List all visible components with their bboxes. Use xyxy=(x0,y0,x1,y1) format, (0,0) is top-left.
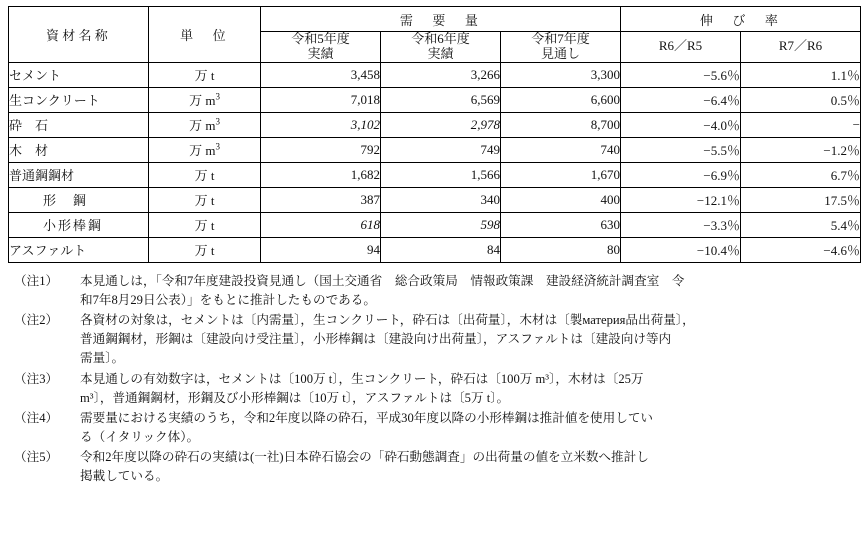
value-ratio-r6-r5: −12.1％ xyxy=(621,187,741,212)
header-growth-group: 伸 び 率 xyxy=(621,7,861,32)
value-r5-actual: 618 xyxy=(261,212,381,237)
note-line: 本見通しの有効数字は，セメントは〔100万 t〕，生コンクリート，砕石は〔100万 m³〕，木材は〔25万 xyxy=(80,371,644,386)
material-name-cell: 形 鋼 xyxy=(9,187,149,212)
value-ratio-r7-r6: 1.1％ xyxy=(741,62,861,87)
value-r6-actual: 2,978 xyxy=(381,112,501,137)
value-r6-actual: 340 xyxy=(381,187,501,212)
header-unit: 単 位 xyxy=(149,7,261,63)
value-r6-actual: 749 xyxy=(381,137,501,162)
table-row xyxy=(9,187,861,212)
unit-cell xyxy=(149,137,261,162)
table-row xyxy=(9,112,861,137)
value-ratio-r6-r5: −5.6％ xyxy=(621,62,741,87)
header-r5-actual-line2: 実績 xyxy=(307,45,334,61)
value-ratio-r7-r6: 6.7％ xyxy=(741,162,861,187)
note-label: （注2） xyxy=(14,313,59,328)
note-item xyxy=(14,409,856,447)
value-ratio-r6-r5: −10.4％ xyxy=(621,237,741,262)
header-material-name: 資材名称 xyxy=(9,7,149,63)
value-ratio-r7-r6: 0.5％ xyxy=(741,87,861,112)
value-ratio-r6-r5: −4.0％ xyxy=(621,112,741,137)
value-r7-outlook: 6,600 xyxy=(501,87,621,112)
note-line: 掲載している。 xyxy=(80,469,169,484)
note-line: 需要量における実績のうち，令和2年度以降の砕石，平成30年度以降の小形棒鋼は推計値を使用してい xyxy=(80,410,654,425)
header-r6-actual-line2: 実績 xyxy=(427,45,454,61)
unit-text: 万 t xyxy=(194,243,215,259)
value-r5-actual: 387 xyxy=(261,187,381,212)
value-r5-actual: 3,102 xyxy=(261,112,381,137)
note-text xyxy=(80,448,856,486)
unit-text: 万 t xyxy=(194,168,215,184)
table-header-group-row xyxy=(9,7,861,32)
note-label: （注4） xyxy=(14,410,59,425)
value-r7-outlook: 400 xyxy=(501,187,621,212)
note-item xyxy=(14,370,856,408)
unit-cell xyxy=(149,62,261,87)
unit-cell xyxy=(149,112,261,137)
unit-cell xyxy=(149,237,261,262)
unit-text: 万 m xyxy=(189,143,216,159)
value-r5-actual: 3,458 xyxy=(261,62,381,87)
table-row xyxy=(9,212,861,237)
material-name-cell: 砕 石 xyxy=(9,112,149,137)
note-line: 和7年8月29日公表）」をもとに推計したものである。 xyxy=(80,293,376,308)
value-r5-actual: 792 xyxy=(261,137,381,162)
unit-cell xyxy=(149,212,261,237)
note-line: 本見通しは，「令和7年度建設投資見通し（国土交通省 総合政策局 情報政策課 建設経済統計調査室 令 xyxy=(80,273,685,288)
value-ratio-r7-r6: 5.4％ xyxy=(741,212,861,237)
header-r7-outlook-line2: 見通し xyxy=(540,45,580,61)
value-ratio-r6-r5: −5.5％ xyxy=(621,137,741,162)
note-text xyxy=(80,311,856,368)
table-row xyxy=(9,237,861,262)
value-r6-actual: 1,566 xyxy=(381,162,501,187)
value-r7-outlook: 1,670 xyxy=(501,162,621,187)
unit-superscript: 3 xyxy=(215,117,220,128)
header-r6-actual xyxy=(381,32,501,63)
value-ratio-r6-r5: −3.3％ xyxy=(621,212,741,237)
table-row xyxy=(9,137,861,162)
value-ratio-r7-r6: − xyxy=(741,112,861,137)
note-text xyxy=(80,272,856,310)
unit-text: 万 t xyxy=(194,218,215,234)
value-r7-outlook: 8,700 xyxy=(501,112,621,137)
value-r7-outlook: 80 xyxy=(501,237,621,262)
header-r6-actual-line1: 令和6年度 xyxy=(411,31,470,46)
table-row xyxy=(9,162,861,187)
unit-text: 万 t xyxy=(194,193,215,209)
notes-block xyxy=(14,272,856,487)
unit-cell xyxy=(149,87,261,112)
note-line: 普通鋼鋼材，形鋼は〔建設向け受注量〕，小形棒鋼は〔建設向け出荷量〕，アスファルトは〔建設向け等内 xyxy=(80,332,672,347)
material-name-cell: 普通鋼鋼材 xyxy=(9,162,149,187)
value-r6-actual: 598 xyxy=(381,212,501,237)
value-r7-outlook: 3,300 xyxy=(501,62,621,87)
value-r5-actual: 94 xyxy=(261,237,381,262)
material-name-cell: 小形棒鋼 xyxy=(9,212,149,237)
value-r5-actual: 7,018 xyxy=(261,87,381,112)
note-label: （注5） xyxy=(14,450,59,465)
note-item xyxy=(14,448,856,486)
value-ratio-r7-r6: 17.5％ xyxy=(741,187,861,212)
header-r7-outlook-line1: 令和7年度 xyxy=(531,31,590,46)
note-line: 需量〕。 xyxy=(80,351,125,366)
value-ratio-r7-r6: −1.2％ xyxy=(741,137,861,162)
unit-superscript: 3 xyxy=(215,142,220,153)
note-label: （注3） xyxy=(14,371,59,386)
header-ratio-r6-r5: R6／R5 xyxy=(621,32,741,63)
value-r6-actual: 6,569 xyxy=(381,87,501,112)
header-r5-actual-line1: 令和5年度 xyxy=(291,31,350,46)
unit-text: 万 t xyxy=(194,68,215,84)
material-name-cell: アスファルト xyxy=(9,237,149,262)
unit-text: 万 m xyxy=(189,93,216,109)
note-line: 各資材の対象は，セメントは〔内需量〕，生コンクリート，砕石は〔出荷量〕，木材は〔製материя品出荷量〕， xyxy=(80,313,695,328)
unit-cell xyxy=(149,187,261,212)
material-name-cell: セメント xyxy=(9,62,149,87)
value-r7-outlook: 630 xyxy=(501,212,621,237)
value-r6-actual: 3,266 xyxy=(381,62,501,87)
note-line: m³〕，普通鋼鋼材，形鋼及び小形棒鋼は〔10万 t〕，アスファルトは〔5万 t〕。 xyxy=(80,390,510,405)
header-demand-group: 需 要 量 xyxy=(261,7,621,32)
material-name-cell: 木 材 xyxy=(9,137,149,162)
unit-text: 万 m xyxy=(189,118,216,134)
note-line: 令和2年度以降の砕石の実績は(一社)日本砕石協会の「砕石動態調査」の出荷量の値を立米数へ推計し xyxy=(80,450,649,465)
note-item xyxy=(14,272,856,310)
header-ratio-r7-r6: R7／R6 xyxy=(741,32,861,63)
material-name-cell: 生コンクリート xyxy=(9,87,149,112)
note-item xyxy=(14,311,856,368)
value-r7-outlook: 740 xyxy=(501,137,621,162)
construction-materials-demand-table xyxy=(8,6,861,263)
table-row xyxy=(9,62,861,87)
value-r6-actual: 84 xyxy=(381,237,501,262)
table-row xyxy=(9,87,861,112)
value-ratio-r7-r6: −4.6％ xyxy=(741,237,861,262)
value-ratio-r6-r5: −6.4％ xyxy=(621,87,741,112)
value-ratio-r6-r5: −6.9％ xyxy=(621,162,741,187)
header-r7-outlook xyxy=(501,32,621,63)
value-r5-actual: 1,682 xyxy=(261,162,381,187)
note-line: る（イタリック体）。 xyxy=(80,430,200,444)
table-body xyxy=(9,62,861,262)
unit-cell xyxy=(149,162,261,187)
header-r5-actual xyxy=(261,32,381,63)
unit-superscript: 3 xyxy=(215,92,220,103)
note-label: （注1） xyxy=(14,273,59,288)
note-text xyxy=(80,409,856,447)
note-text xyxy=(80,370,856,408)
